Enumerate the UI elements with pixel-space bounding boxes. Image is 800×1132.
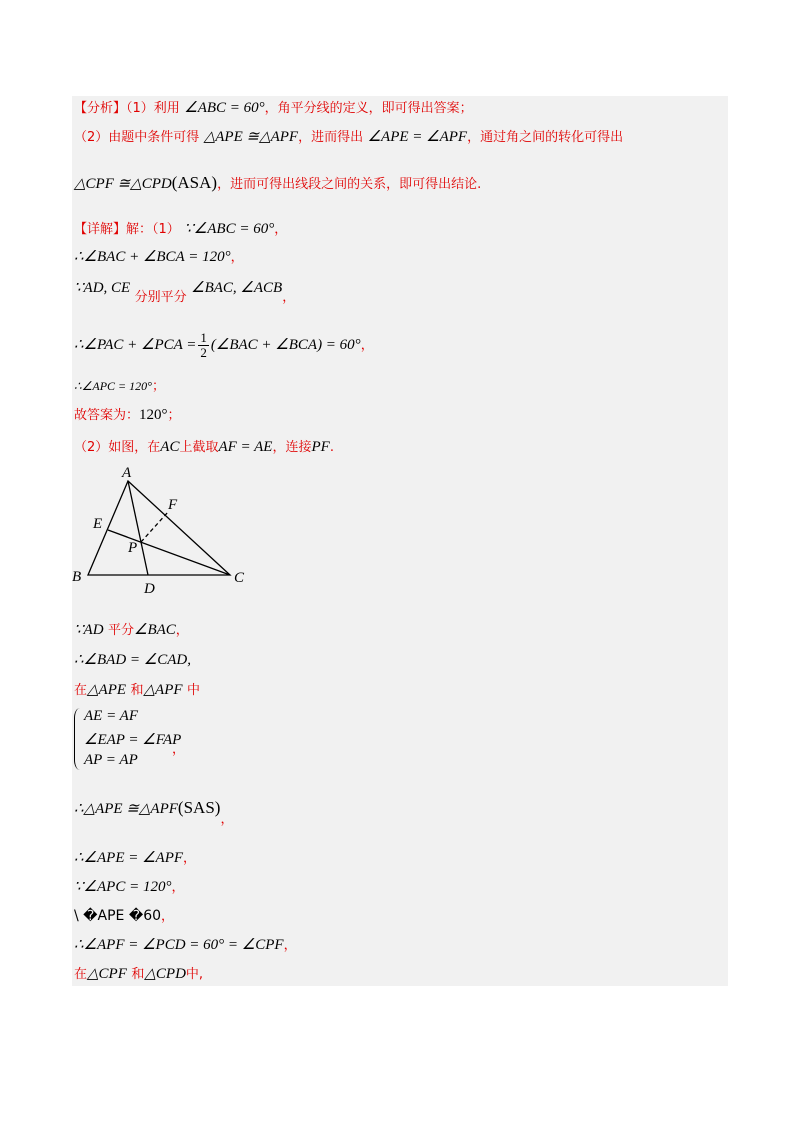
detail-l6-end: ； <box>167 408 181 423</box>
detail-l3-math1: ∵AD, CE <box>74 280 131 296</box>
detail-l7-math2: AF = AE <box>218 439 273 455</box>
proof-l13-math: ∵∠APC = 120° <box>74 879 172 895</box>
proof-l16-t2: 和 <box>131 967 145 982</box>
proof-l14-math: \ �APE �60 <box>74 908 162 924</box>
analysis-p2-math2: ∠APE = ∠APF <box>367 129 468 145</box>
proof-l12-end: ， <box>183 851 197 866</box>
analysis-p3-math: △CPF ≅△CPD <box>74 176 172 192</box>
segment-pf-dashed <box>141 512 168 542</box>
analysis-tag: 【分析】 <box>74 101 127 116</box>
segment-ec <box>108 530 230 575</box>
proof-l11-sas: (SAS) <box>177 798 221 817</box>
proof-l16-t3: 中, <box>185 967 204 982</box>
proof-l12-math: ∴∠APE = ∠APF <box>74 850 184 866</box>
label-a: A <box>122 465 132 481</box>
label-e: E <box>93 516 103 532</box>
system-brace <box>74 708 81 770</box>
analysis-line-3 <box>74 173 481 195</box>
proof-l8-math2: ∠BAC <box>134 622 176 638</box>
proof-l9-math: ∴∠BAD = ∠CAD, <box>74 652 191 668</box>
label-c: C <box>234 570 245 586</box>
proof-l8-math1: ∵AD <box>74 622 104 638</box>
analysis-p2-text1: ，进而得出 <box>298 130 364 145</box>
detail-l6-math: 120° <box>139 407 168 423</box>
proof-line-9 <box>74 650 191 670</box>
detail-line-3 <box>74 278 296 305</box>
detail-l7-label: （2）如图，在 <box>74 440 161 455</box>
detail-line-4 <box>74 330 374 360</box>
detail-l2-math: ∴∠BAC + ∠BCA = 120° <box>74 249 231 265</box>
proof-l16-m1: △CPF <box>87 966 127 982</box>
proof-l10-m2: △APF <box>143 682 183 698</box>
proof-line-10 <box>74 680 200 701</box>
detail-l7-end: . <box>329 440 334 455</box>
analysis-p2-label: （2）由题中条件可得 <box>74 130 200 145</box>
triangle-abc <box>88 481 230 575</box>
analysis-p2-text2: ，通过角之间的转化可得出 <box>467 130 624 145</box>
proof-line-11 <box>74 798 234 827</box>
proof-line-14 <box>74 906 174 927</box>
detail-l1-end: ， <box>274 222 288 237</box>
analysis-p1-math: ∠ABC = 60° <box>184 100 265 116</box>
detail-l7-math3: PF <box>311 439 330 455</box>
proof-line-15 <box>74 935 297 956</box>
proof-l10-t2: 和 <box>130 683 144 698</box>
detail-l2-end: ， <box>230 250 244 265</box>
detail-l4-math-a: ∴∠PAC + ∠PCA = <box>74 337 197 353</box>
system-eq-1: AE = AF <box>84 708 139 724</box>
system-eq-3: AP = AP <box>84 752 138 768</box>
detail-l3-end: ， <box>282 290 296 305</box>
segment-ad <box>128 481 148 575</box>
analysis-p2-math1: △APE ≅△APF <box>203 129 299 145</box>
detail-intro: 解：（1） <box>126 222 180 237</box>
proof-l15-math: ∴∠APF = ∠PCD = 60° = ∠CPF <box>74 937 284 953</box>
label-b: B <box>72 569 82 585</box>
detail-l5-end: ； <box>151 379 165 394</box>
proof-line-8 <box>74 620 189 641</box>
analysis-p1-label: （1）利用 <box>126 101 180 116</box>
proof-l13-end: ， <box>171 880 185 895</box>
analysis-p1-text: ，角平分线的定义，即可得出答案； <box>264 101 473 116</box>
detail-l3-math2: ∠BAC, ∠ACB <box>191 280 283 296</box>
proof-l16-t1: 在 <box>74 967 88 982</box>
detail-l7-math1: AC <box>160 439 180 455</box>
system-eq-2: ∠EAP = ∠FAP <box>84 732 182 748</box>
analysis-line-2 <box>74 127 623 148</box>
proof-l8-end: ， <box>175 623 189 638</box>
proof-l15-end: ， <box>283 938 297 953</box>
analysis-line-1 <box>74 98 473 119</box>
detail-l3-text: 分别平分 <box>134 290 187 305</box>
analysis-p3-asa: (ASA) <box>171 173 218 192</box>
detail-line-2 <box>74 247 244 268</box>
proof-line-13 <box>74 877 184 898</box>
detail-l6-text: 故答案为： <box>74 408 140 423</box>
proof-l8-text: 平分 <box>108 623 135 638</box>
analysis-p3-text: ，进而可得出线段之间的关系，即可得出结论. <box>217 177 482 192</box>
detail-l1-math: ∵∠ABC = 60° <box>184 221 275 237</box>
label-f: F <box>168 497 178 513</box>
detail-line-6 <box>74 405 181 426</box>
proof-line-12 <box>74 848 196 869</box>
proof-l16-m2: △CPD <box>144 966 186 982</box>
proof-l11-end: ， <box>220 812 234 827</box>
label-p: P <box>128 540 138 556</box>
detail-line-1 <box>74 219 287 240</box>
detail-l4-num: 1 <box>200 329 207 345</box>
proof-l10-m1: △APE <box>87 682 127 698</box>
label-d: D <box>144 581 155 597</box>
detail-l7-text2: ，连接 <box>272 440 312 455</box>
proof-l14-end: ， <box>161 909 175 924</box>
system-end: ， <box>172 742 186 757</box>
detail-l7-text1: 上截取 <box>179 440 219 455</box>
detail-l4-den: 2 <box>200 344 207 360</box>
detail-l5-math: ∴∠APC = 120° <box>74 379 152 393</box>
triangle-figure <box>60 455 280 605</box>
detail-tag: 【详解】 <box>74 222 127 237</box>
proof-l10-t1: 在 <box>74 683 88 698</box>
detail-l4-math-b: (∠BAC + ∠BCA) = 60° <box>210 337 361 353</box>
detail-line-5 <box>74 376 165 397</box>
proof-l11-math: ∴△APE ≅△APF <box>74 801 178 817</box>
proof-l10-t3: 中 <box>187 683 201 698</box>
proof-line-16 <box>74 964 203 985</box>
detail-l4-end: ， <box>360 338 374 353</box>
detail-l4-fraction <box>198 331 209 360</box>
